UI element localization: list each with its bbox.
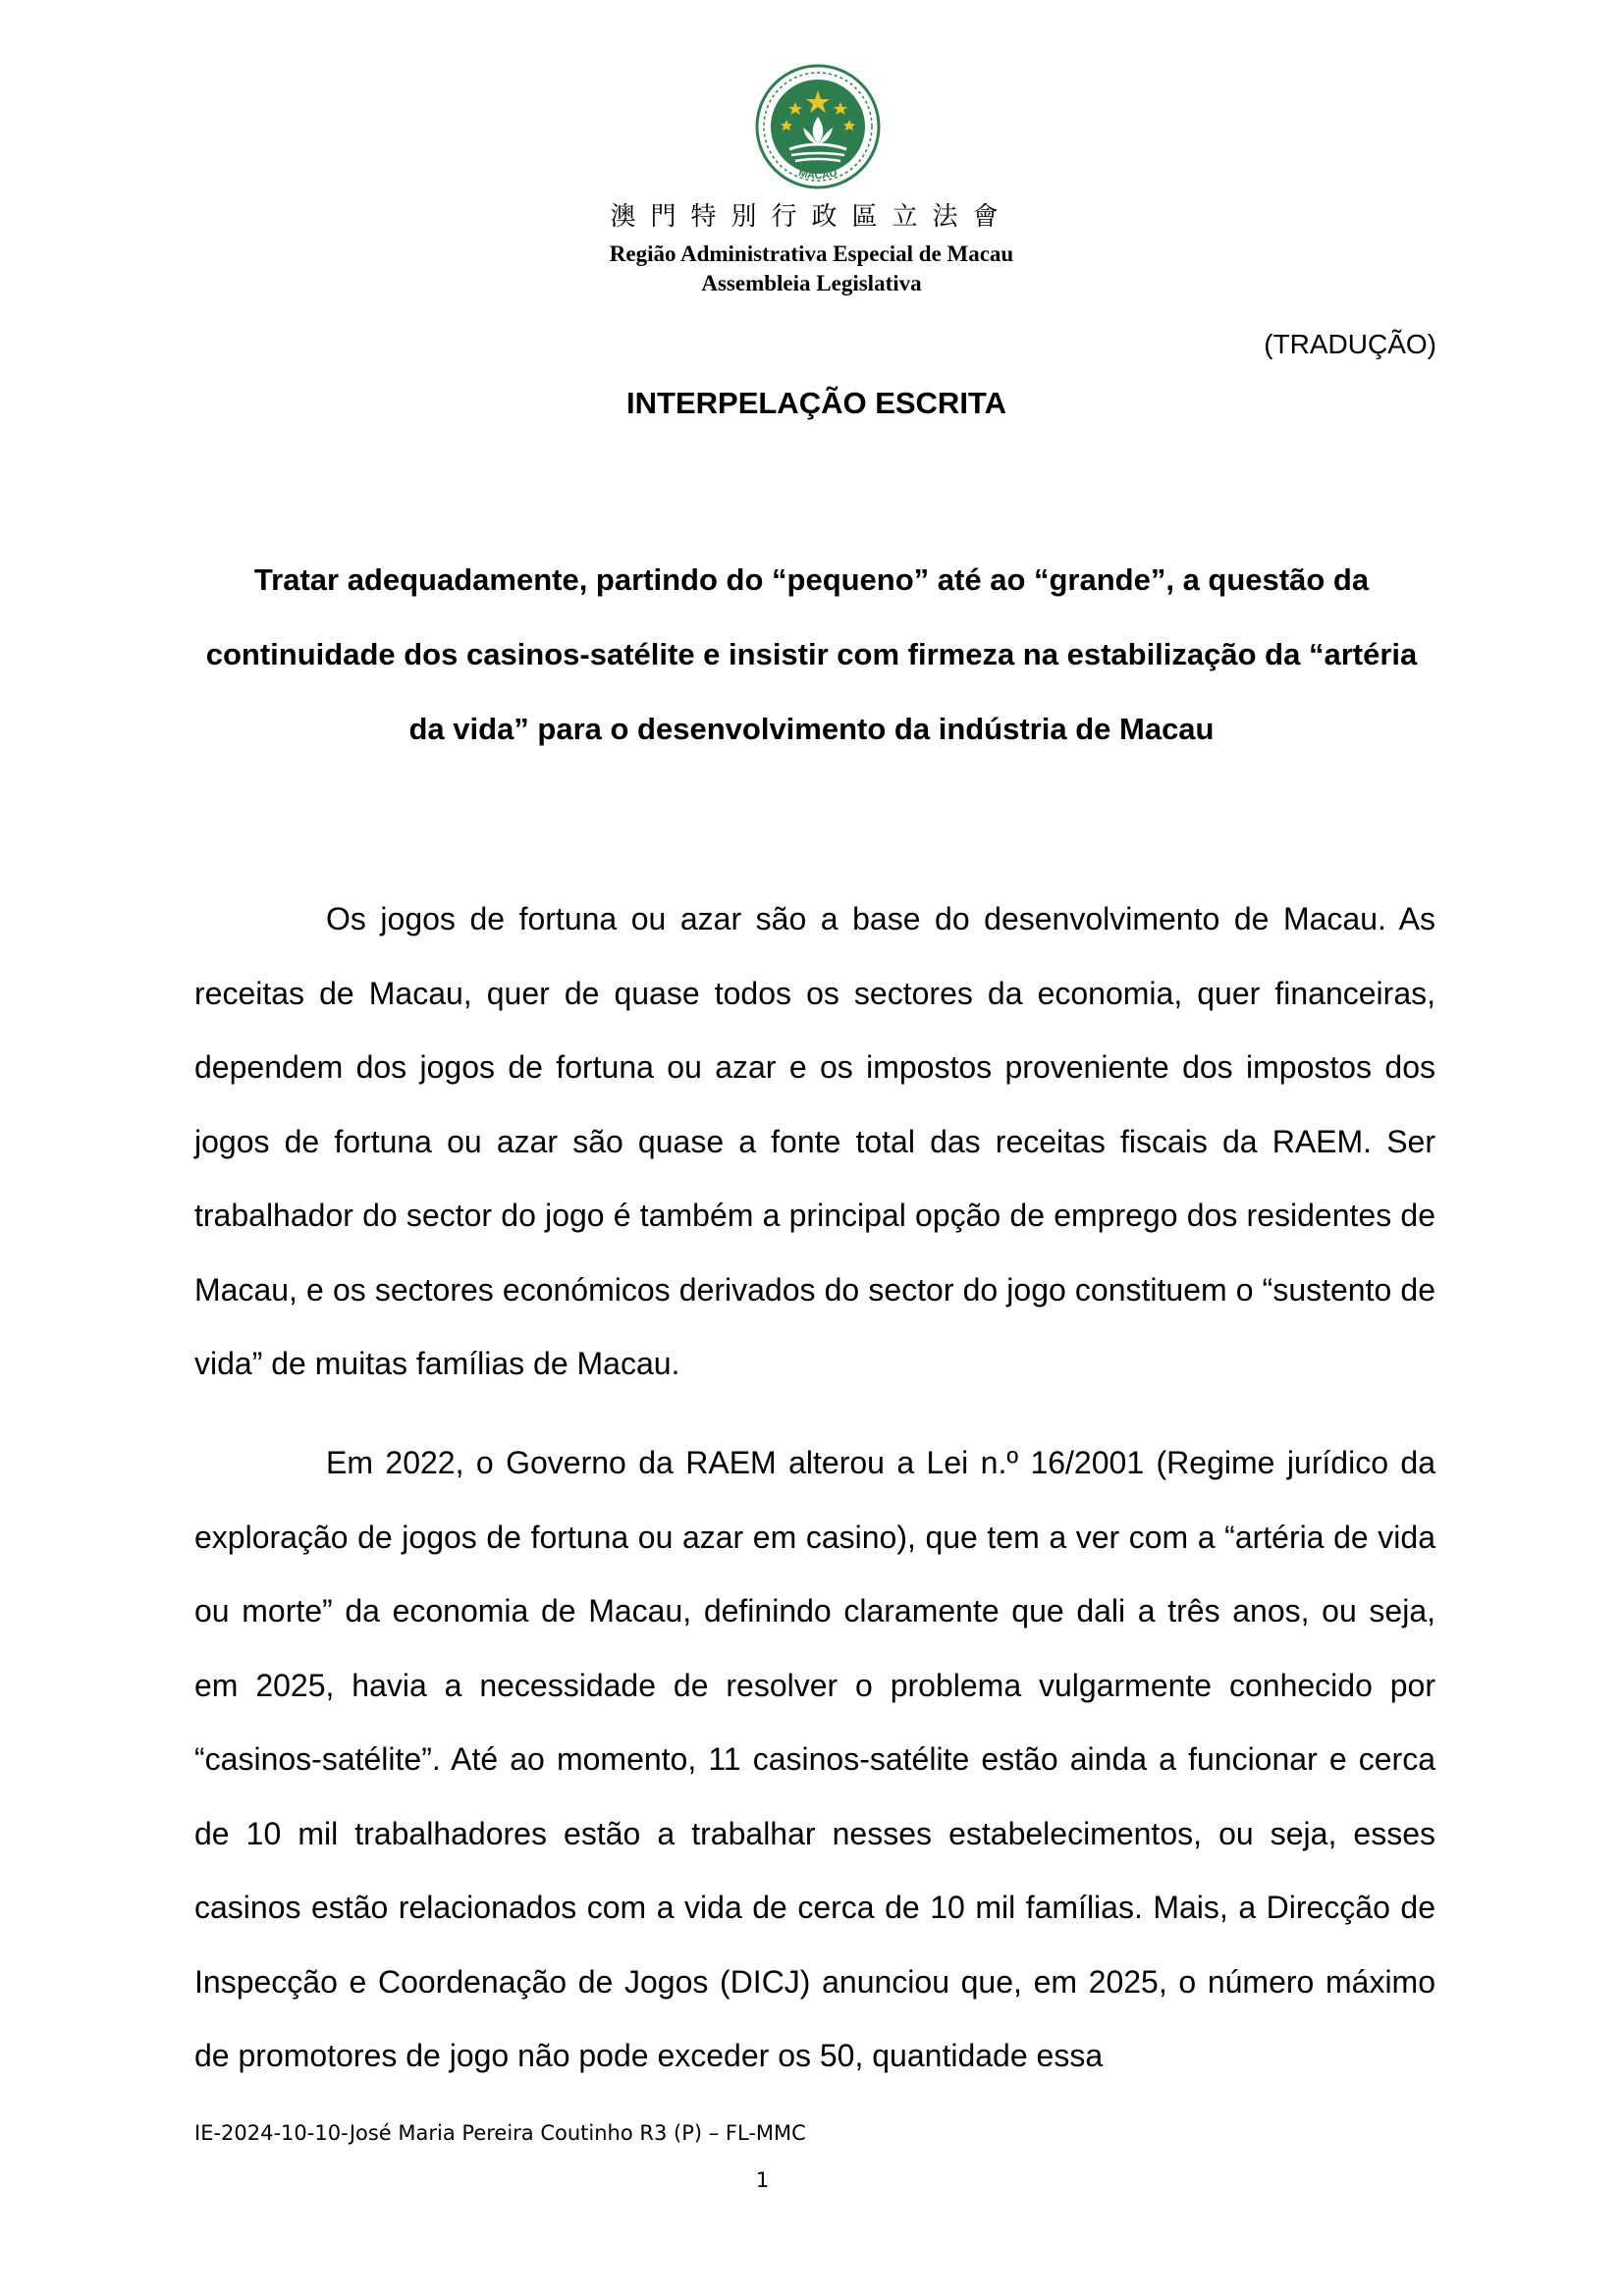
chinese-institution-title: 澳門特別行政區立法會 bbox=[610, 202, 1013, 232]
page-number: 1 bbox=[755, 2168, 770, 2192]
institution-assembly-line: Assembleia Legislativa bbox=[701, 271, 922, 295]
body-paragraph-1: Os jogos de fortuna ou azar são a base do desenvolvimento de Macau. As receitas de Macau, quer de quase todos os sectores da economia, quer financeiras, dependem dos jogos de fortuna ou azar e os impostos proveniente dos impostos dos jogos de fortuna ou azar são quase a fonte total das receitas fiscais da RAEM. Ser trabalhador do sector do jogo é também a principal opção de emprego dos residentes de Macau, e os sectores económicos derivados do sector do jogo constituem o “sustento de vida” de muitas famílias de Macau. bbox=[194, 901, 1435, 1381]
emblem-ribbon-text: MACAU bbox=[797, 167, 839, 183]
institution-region-line: Região Administrativa Especial de Macau bbox=[609, 241, 1014, 266]
document-title: INTERPELAÇÃO ESCRITA bbox=[626, 386, 1006, 420]
footer-reference: IE-2024-10-10-José Maria Pereira Coutinho R3 (P) – FL-MMC bbox=[194, 2121, 806, 2145]
body-paragraph-2: Em 2022, o Governo da RAEM alterou a Lei n.º 16/2001 (Regime jurídico da exploração de jogos de fortuna ou azar em casino), que tem a ver com a “artéria de vida ou morte” da economia de Macau, definindo claramente que dali a três anos, ou seja, em 2025, havia a necessidade de resolver o problema vulgarmente conhecido por “casinos-satélite”. Até ao momento, 11 casinos-satélite estão ainda a funcionar e cerca de 10 mil trabalhadores estão a trabalhar nesses estabelecimentos, ou seja, esses casinos estão relacionados com a vida de cerca de 10 mil famílias. Mais, a Direcção de Inspecção e Coordenação de Jogos (DICJ) anunciou que, em 2025, o número máximo de promotores de jogo não pode exceder os 50, quantidade essa bbox=[194, 1445, 1435, 2073]
translation-note: (TRADUÇÃO) bbox=[1264, 329, 1436, 359]
macau-emblem-icon bbox=[754, 63, 882, 190]
document-subject: Tratar adequadamente, partindo do “pequeno” até ao “grande”, a questão da continuidade dos casinos-satélite e insistir com firmeza na estabilização da “artéria da vida” para o desenvolvimento da indústria de Macau bbox=[205, 562, 1418, 746]
